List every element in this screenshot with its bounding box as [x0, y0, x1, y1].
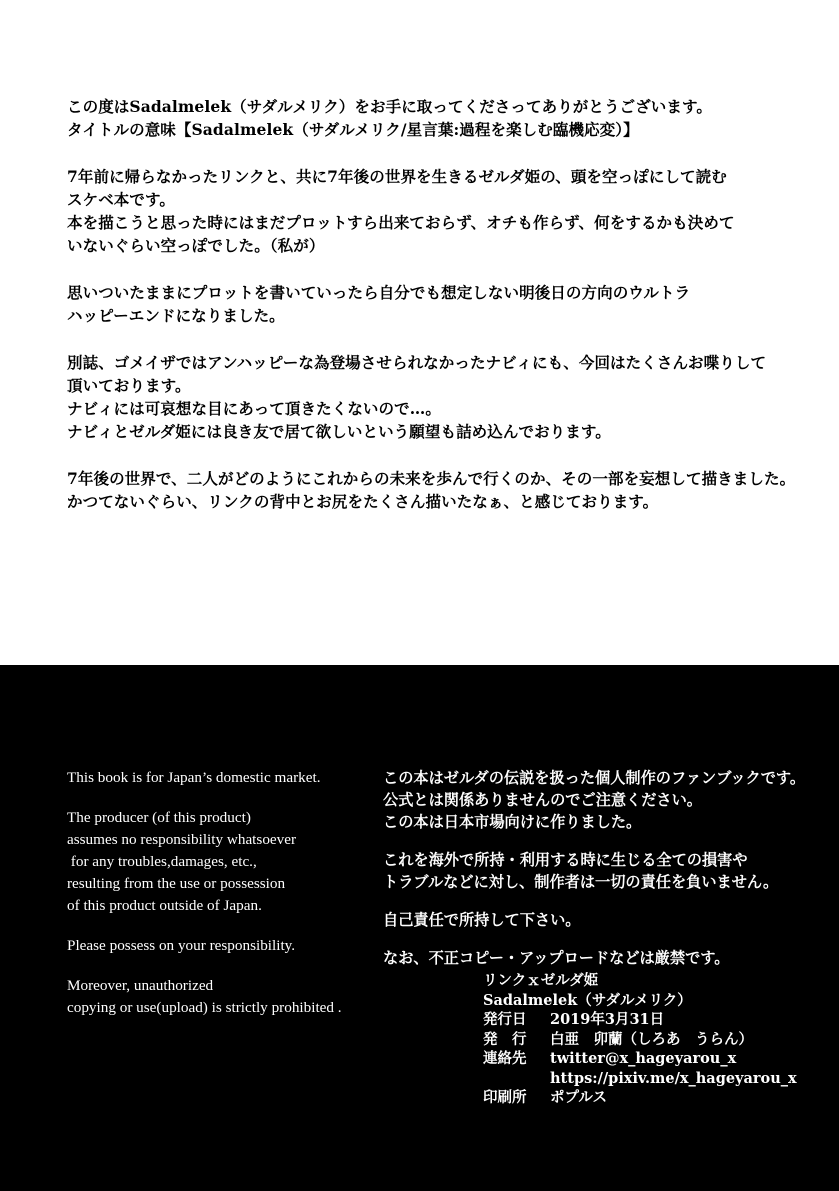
text-line: 自己責任で所持して下さい。 — [383, 911, 581, 929]
colophon — [483, 971, 797, 1108]
publisher-label: 発 行 — [483, 1030, 527, 1048]
notice-jp-paragraph-1 — [383, 767, 833, 833]
text-line: 別誌、ゴメイザではアンハッピーな為登場させられなかったナビィにも、今回はたくさんお喋りして — [67, 353, 767, 372]
text-line: ハッピーエンドになりました。 — [67, 306, 285, 325]
text-line: of this product outside of Japan. — [67, 897, 262, 914]
contact-label: 連絡先 — [483, 1050, 527, 1067]
text-line: resulting from the use or possession — [67, 875, 286, 892]
text-line: 7年後の世界で、二人がどのようにこれからの未来を歩んで行くのか、その一部を妄想して描きました。 — [67, 469, 796, 488]
colophon-printer-row — [483, 1088, 797, 1108]
text-line: ナビィとゼルダ姫には良き友で居て欲しいという願望も詰め込んでおります。 — [67, 422, 611, 441]
afterword-text — [67, 95, 827, 537]
afterword-paragraph-5 — [67, 467, 827, 513]
text-line: いないぐらい空っぽでした。（私が） — [67, 236, 325, 255]
text-line: 7年前に帰らなかったリンクと、共に7年後の世界を生きるゼルダ姫の、頭を空っぽにして読む — [67, 167, 727, 186]
text-line: Moreover, unauthorized — [67, 977, 214, 994]
publisher-value: 白亜 卯蘭（しろあ うらん） — [550, 1030, 753, 1048]
text-line: ナビィには可哀想な目にあって頂きたくないので…。 — [67, 399, 441, 418]
text-line: かつてないぐらい、リンクの背中とお尻をたくさん描いたなぁ、と感じております。 — [67, 492, 659, 511]
afterword-paragraph-2 — [67, 165, 827, 257]
text-line: この本はゼルダの伝説を扱った個人制作のファンブックです。 — [383, 769, 806, 787]
date-value: 2019年3月31日 — [550, 1011, 665, 1028]
afterword-paragraph-3 — [67, 281, 827, 327]
text-line: タイトルの意味【Sadalmelek（サダルメリク/星言葉:過程を楽しむ臨機応変）】 — [67, 120, 639, 139]
notice-jp-paragraph-4 — [383, 947, 833, 969]
notice-en-paragraph-1 — [67, 767, 387, 789]
notice-en-paragraph-4 — [67, 975, 387, 1019]
text-line: The producer (of this product) — [67, 809, 251, 826]
text-line: 頂いております。 — [67, 376, 191, 395]
notice-en-paragraph-3 — [67, 935, 387, 957]
text-line: copying or use(upload) is strictly prohibited . — [67, 999, 342, 1016]
notice-japanese — [383, 767, 833, 985]
text-line: assumes no responsibility whatsoever — [67, 831, 297, 848]
notice-jp-paragraph-2 — [383, 849, 833, 893]
colophon-date-row — [483, 1010, 797, 1030]
date-label: 発行日 — [483, 1011, 527, 1028]
circle-name: Sadalmelek（サダルメリク） — [483, 991, 692, 1009]
notice-panel — [0, 665, 839, 1191]
colophon-contact-row-2 — [483, 1069, 797, 1089]
colophon-contact-row — [483, 1049, 797, 1069]
afterword-paragraph-1 — [67, 95, 827, 141]
contact-spacer — [483, 1069, 550, 1089]
printer-value: ポプルス — [550, 1089, 607, 1106]
text-line: 公式とは関係ありませんのでご注意ください。 — [383, 791, 702, 809]
notice-en-paragraph-2 — [67, 807, 387, 917]
notice-jp-paragraph-3 — [383, 909, 833, 931]
text-line: この本は日本市場向けに作りました。 — [383, 813, 642, 831]
notice-english — [67, 767, 387, 1037]
contact-pixiv: https://pixiv.me/x_hageyarou_x — [550, 1069, 797, 1087]
text-line: This book is for Japan’s domestic market. — [67, 769, 321, 786]
text-line: 思いついたままにプロットを書いていったら自分でも想定しない明後日の方向のウルトラ — [67, 283, 691, 302]
colophon-publisher-row — [483, 1030, 797, 1050]
text-line: これを海外で所持・利用する時に生じる全ての損害や — [383, 851, 748, 869]
text-line: スケベ本です。 — [67, 190, 175, 209]
text-line: なお、不正コピー・アップロードなどは厳禁です。 — [383, 949, 730, 967]
book-title: リンクｘゼルダ姫 — [483, 972, 599, 989]
text-line: Please possess on your responsibility. — [67, 937, 296, 954]
text-line: 本を描こうと思った時にはまだプロットすら出来ておらず、オチも作らず、何をするかも決めて — [67, 213, 735, 232]
contact-twitter: twitter@x_hageyarou_x — [550, 1050, 737, 1067]
text-line: トラブルなどに対し、制作者は一切の責任を負いません。 — [383, 873, 779, 891]
printer-label: 印刷所 — [483, 1089, 527, 1106]
text-line: この度はSadalmelek（サダルメリク）をお手に取ってくださってありがとうございます。 — [67, 97, 712, 116]
afterword-paragraph-4 — [67, 351, 827, 443]
text-line: for any troubles,damages, etc., — [67, 853, 257, 870]
